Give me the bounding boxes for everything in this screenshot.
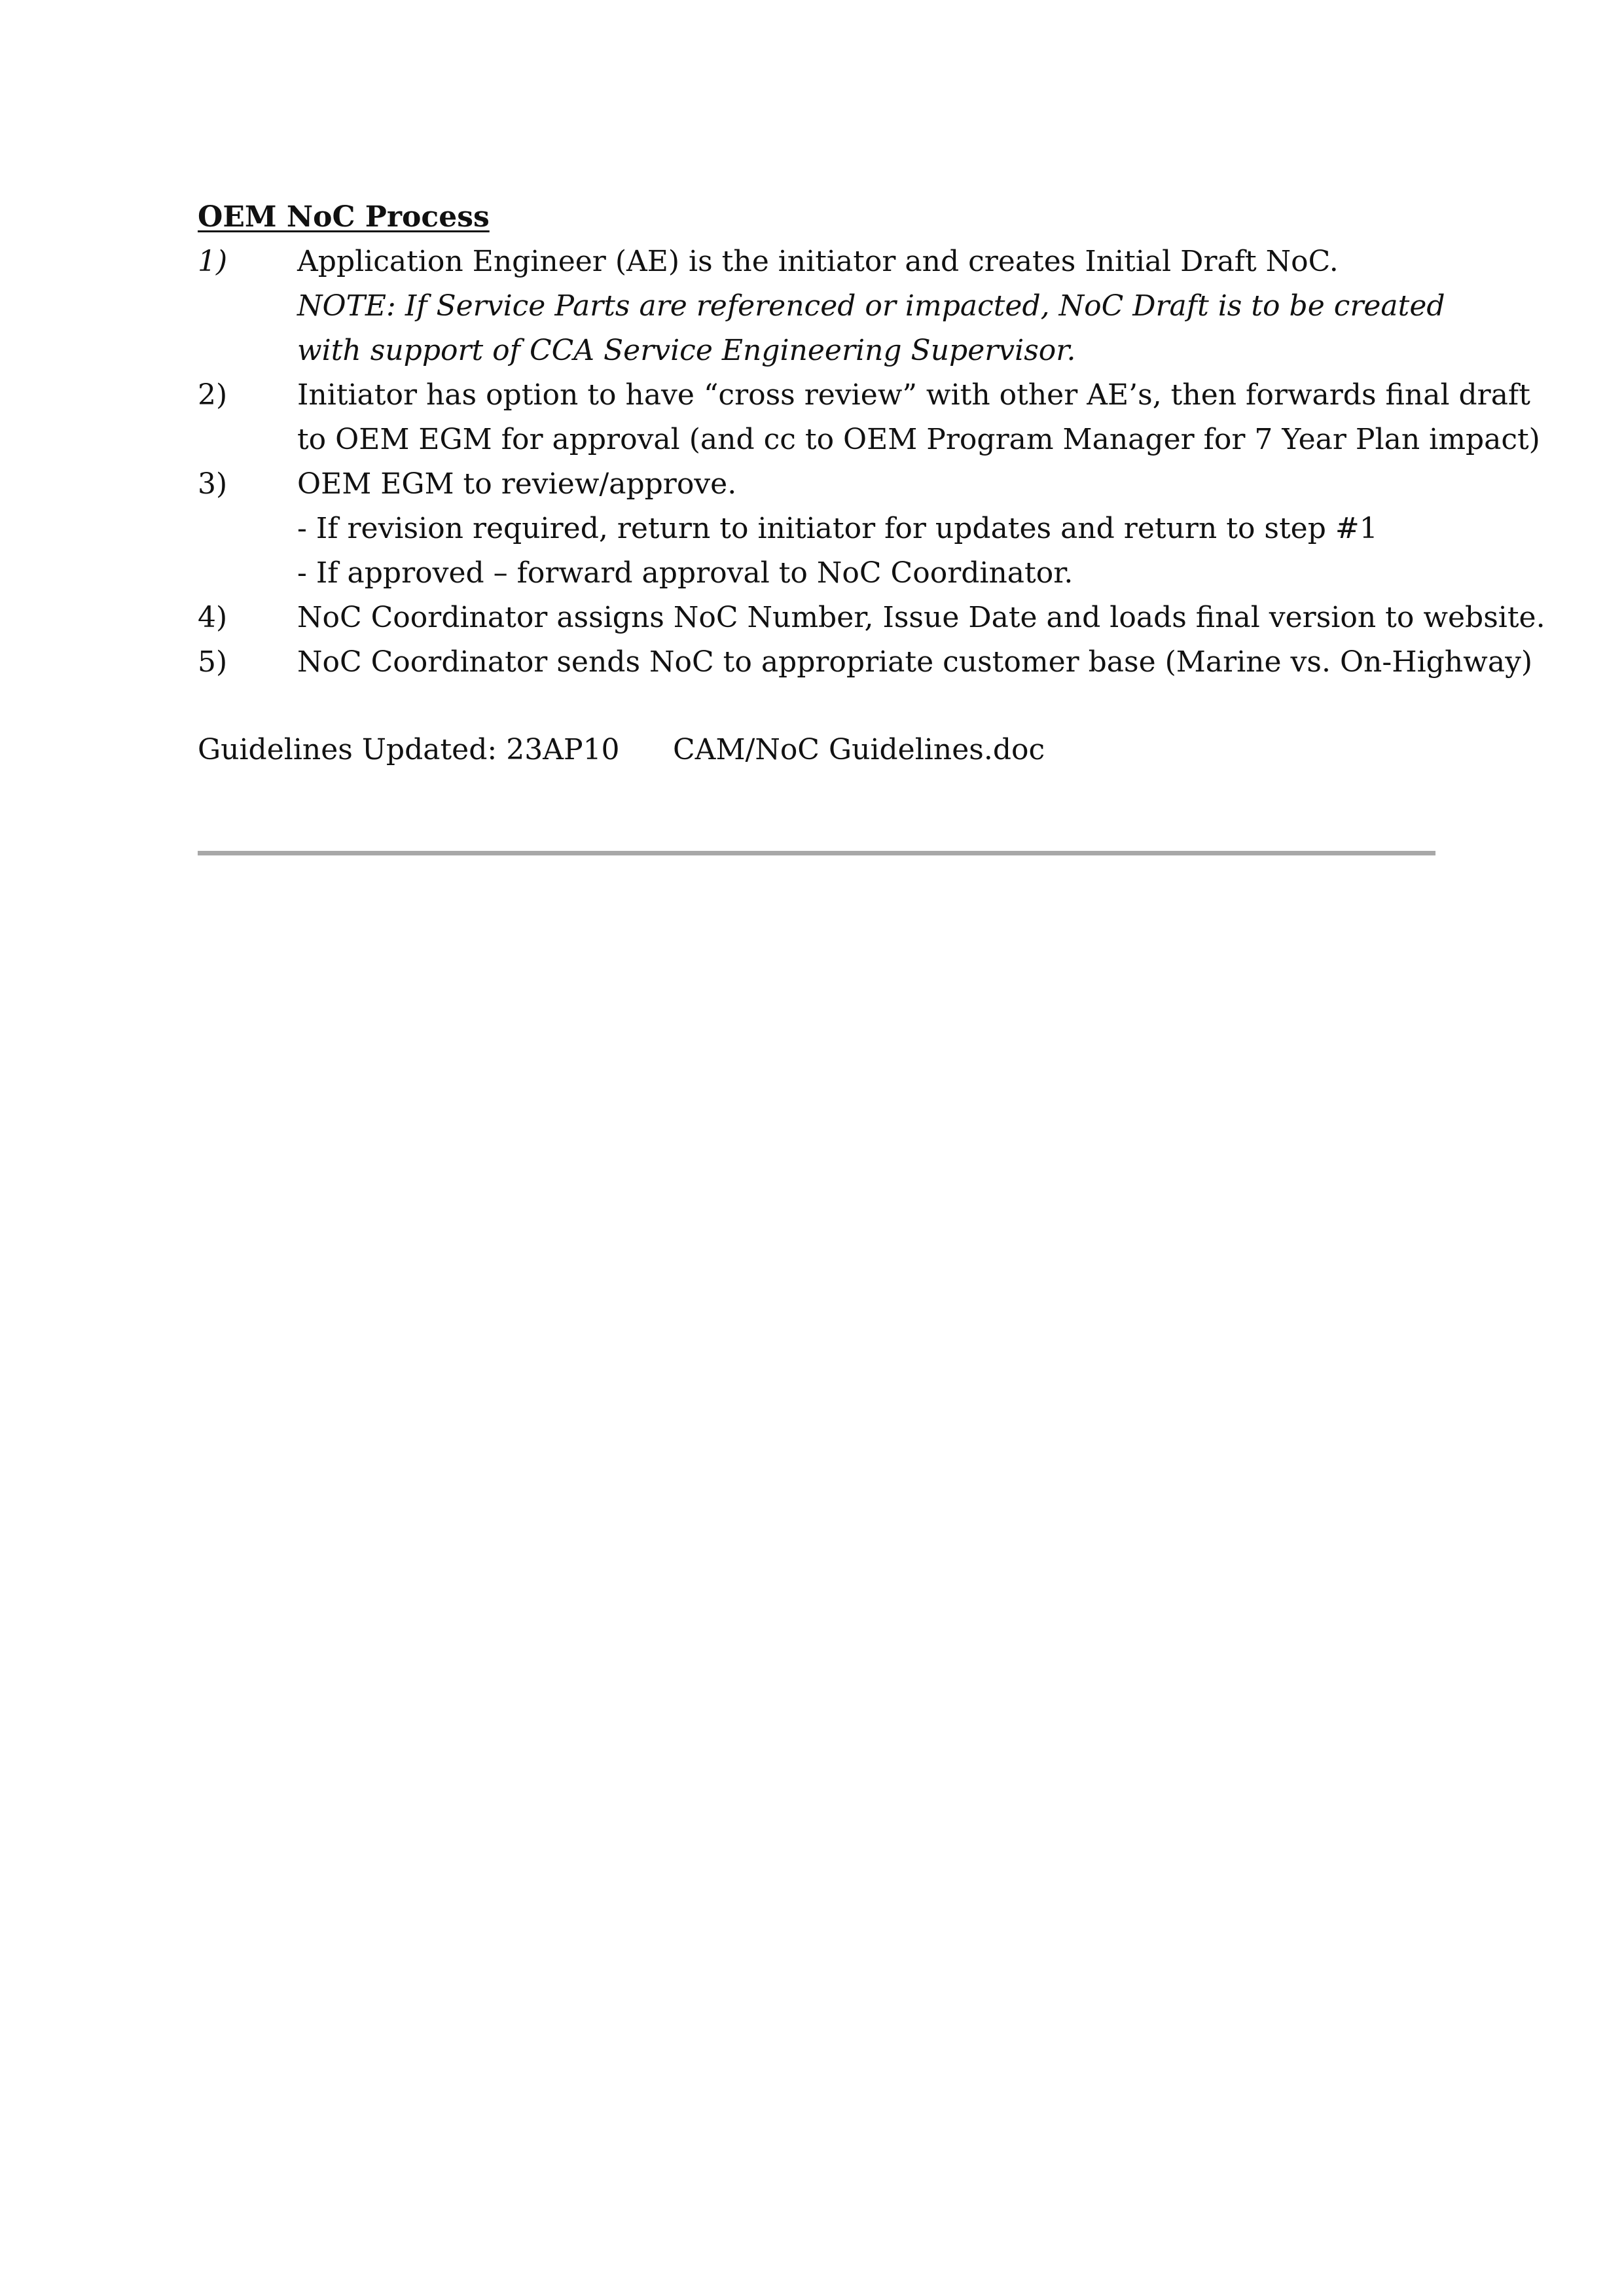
step-2 [198, 373, 1540, 462]
step-body [297, 462, 1441, 596]
step-text-line: Application Engineer (AE) is the initiator and creates Initial Draft NoC. [297, 245, 1339, 278]
step-text-line: - If approved – forward approval to NoC Coordinator. [297, 556, 1074, 590]
step-number: 1) [198, 245, 228, 278]
step-body [297, 596, 1545, 640]
horizontal-divider [198, 851, 1435, 855]
step-text-line: to OEM EGM for approval (and cc to OEM Program Manager for 7 Year Plan impact) [297, 423, 1540, 456]
step-text-line: - If revision required, return to initiator for updates and return to step #1 [297, 512, 1378, 545]
step-number: 3) [198, 467, 228, 501]
step-note-line: with support of CCA Service Engineering Supervisor. [297, 334, 1076, 367]
step-text-line: OEM EGM to review/approve. [297, 467, 737, 501]
step-number: 4) [198, 601, 228, 634]
step-number: 2) [198, 378, 228, 412]
updated-date: Guidelines Updated: 23AP10 [198, 733, 620, 766]
step-body [297, 640, 1532, 685]
step-body [297, 373, 1540, 462]
step-5 [198, 640, 1533, 685]
step-text-line: NoC Coordinator assigns NoC Number, Issue Date and loads final version to website. [297, 601, 1545, 634]
step-text-line: NoC Coordinator sends NoC to appropriate customer base (Marine vs. On-Highway) [297, 645, 1533, 679]
step-body [297, 240, 1445, 373]
section-heading: OEM NoC Process [198, 200, 490, 234]
step-note-line: NOTE: If Service Parts are referenced or impacted, NoC Draft is to be created [297, 289, 1445, 323]
step-3 [198, 462, 1441, 596]
process-section [198, 195, 1545, 685]
step-4 [198, 596, 1545, 640]
step-number: 5) [198, 645, 228, 679]
step-text-line: Initiator has option to have “cross review” with other AE’s, then forwards final draft [297, 378, 1530, 412]
document-filename: CAM/NoC Guidelines.doc [673, 733, 1045, 766]
step-1 [198, 240, 1445, 373]
